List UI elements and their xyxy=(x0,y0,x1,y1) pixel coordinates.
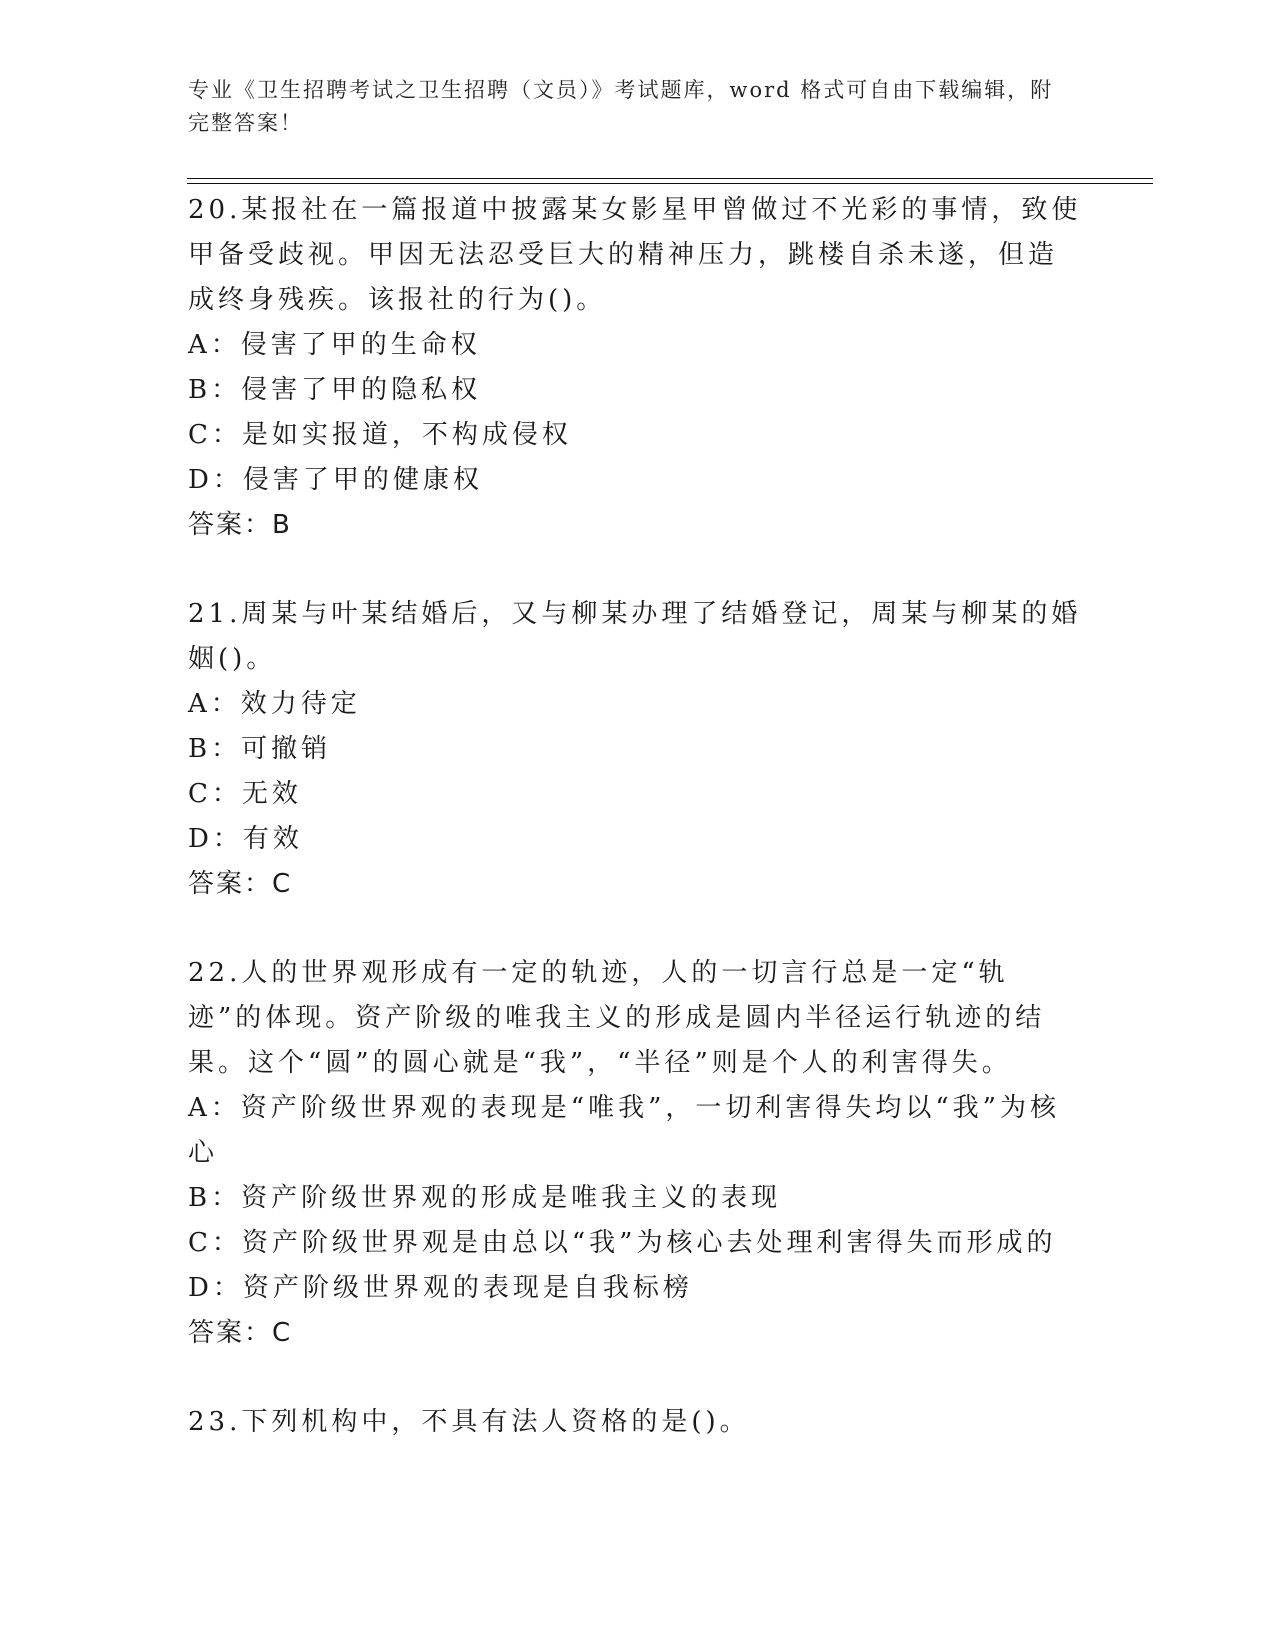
option-b: B：可撤销 xyxy=(188,734,332,764)
question-stem: 21.周某与叶某结婚后，又与柳某办理了结婚登记，周某与柳某的婚姻()。 xyxy=(188,599,1082,674)
option-c: C：无效 xyxy=(188,779,302,809)
option-b: B：侵害了甲的隐私权 xyxy=(188,375,482,405)
option-a: A：侵害了甲的生命权 xyxy=(188,330,481,360)
question-list xyxy=(188,188,1083,1445)
document-header: 专业《卫生招聘考试之卫生招聘（文员）》考试题库，word 格式可自由下载编辑，附完整答案！ xyxy=(188,78,1054,135)
question-23 xyxy=(188,1400,1083,1445)
question-22 xyxy=(188,951,1083,1356)
question-20 xyxy=(188,188,1083,548)
option-c: C：是如实报道，不构成侵权 xyxy=(188,420,572,450)
question-stem: 20.某报社在一篇报道中披露某女影星甲曾做过不光彩的事情，致使甲备受歧视。甲因无法忍受巨大的精神压力，跳楼自杀未遂，但造成终身残疾。该报社的行为()。 xyxy=(188,195,1082,315)
spacer xyxy=(188,1356,1083,1400)
answer: 答案：C xyxy=(188,869,293,899)
answer: 答案：B xyxy=(188,510,292,540)
answer: 答案：C xyxy=(188,1318,293,1348)
header-divider xyxy=(187,178,1153,184)
option-d: D：资产阶级世界观的表现是自我标榜 xyxy=(188,1273,693,1303)
option-a: A：效力待定 xyxy=(188,689,361,719)
question-21 xyxy=(188,592,1083,907)
option-d: D：有效 xyxy=(188,824,303,854)
option-d: D：侵害了甲的健康权 xyxy=(188,465,483,495)
question-stem: 22.人的世界观形成有一定的轨迹，人的一切言行总是一定“轨迹”的体现。资产阶级的唯我主义的形成是圆内半径运行轨迹的结果。这个“圆”的圆心就是“我”，“半径”则是个人的利害得失。 xyxy=(188,958,1046,1078)
spacer xyxy=(188,907,1083,951)
spacer xyxy=(188,548,1083,592)
question-stem: 23.下列机构中，不具有法人资格的是()。 xyxy=(188,1407,750,1437)
option-c: C：资产阶级世界观是由总以“我”为核心去处理利害得失而形成的 xyxy=(188,1228,1057,1258)
option-a: A：资产阶级世界观的表现是“唯我”，一切利害得失均以“我”为核心 xyxy=(188,1093,1060,1168)
option-b: B：资产阶级世界观的形成是唯我主义的表现 xyxy=(188,1183,782,1213)
